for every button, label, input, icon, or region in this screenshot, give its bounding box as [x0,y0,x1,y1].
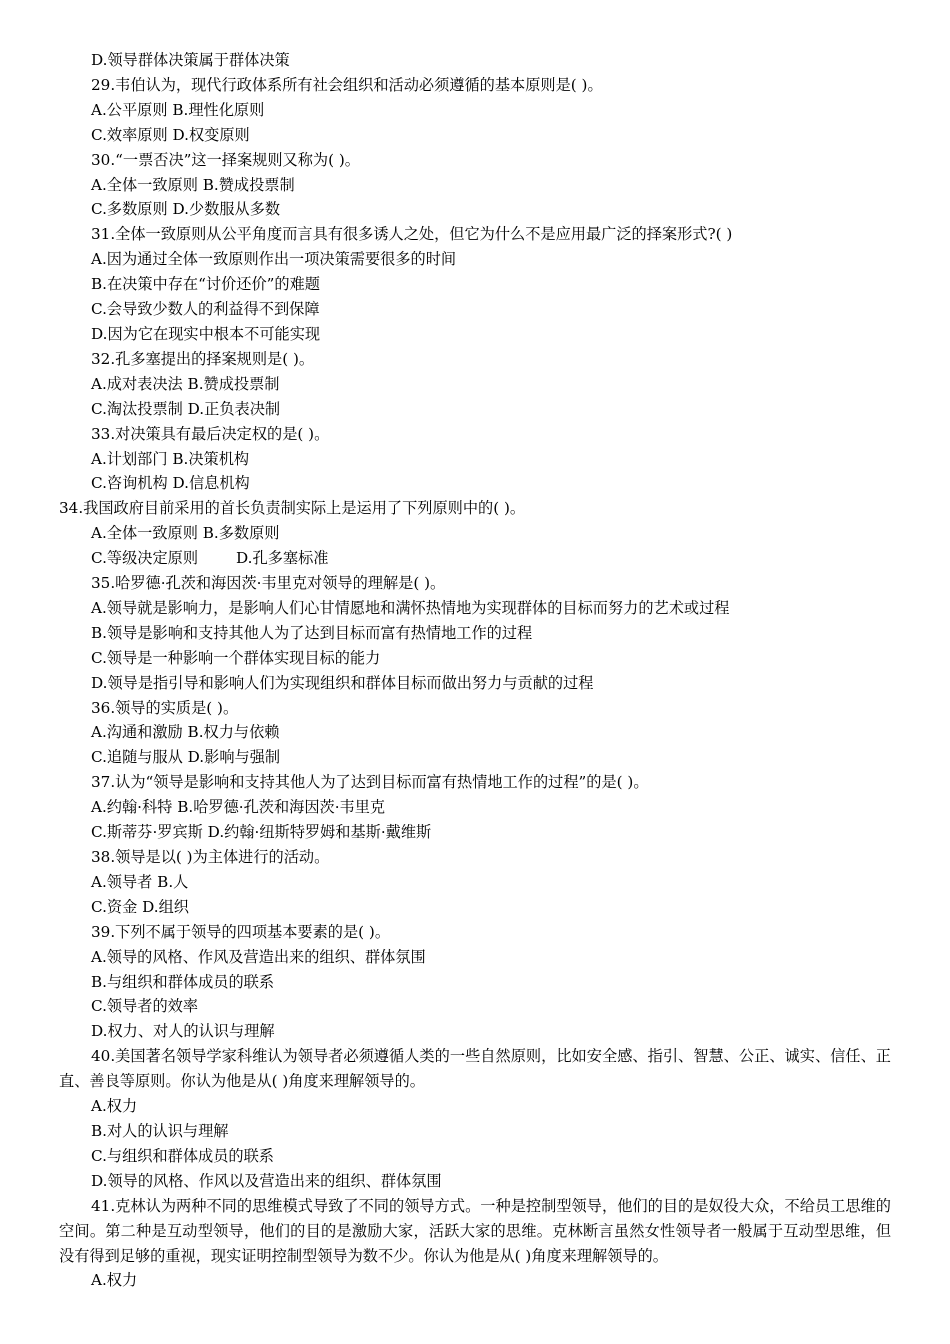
option-line: A.领导的风格、作风及营造出来的组织、群体氛围 [91,947,426,966]
options-line: A.约翰·科特 B.哈罗德·孔茨和海因茨·韦里克 [91,798,386,817]
option-d: D.孔多塞标准 [236,549,329,568]
option-line: B.领导是影响和支持其他人为了达到目标而富有热情地工作的过程 [91,623,533,642]
options-line: C.斯蒂芬·罗宾斯 D.约翰·纽斯特罗姆和基斯·戴维斯 [91,823,432,842]
question-40: 40.美国著名领导学家科维认为领导者必须遵循人类的一些自然原则，比如安全感、指引、智慧、公正、诚实、信任、正直、善良等原则。你认为他是从( )角度来理解领导的。 [59,1047,891,1091]
question-30: 30.“一票否决”这一择案规则又称为( )。 [91,150,360,169]
option-line: A.权力 [91,1271,138,1290]
question-32: 32.孔多塞提出的择案规则是( )。 [91,349,315,368]
option-line: C.会导致少数人的利益得不到保障 [91,300,320,319]
option-c: C.等级决定原则 [91,549,199,568]
options-line: C.追随与服从 D.影响与强制 [91,748,281,767]
options-line: A.计划部门 B.决策机构 [91,449,250,468]
question-39: 39.下列不属于领导的四项基本要素的是( )。 [91,922,391,941]
options-line: C.效率原则 D.权变原则 [91,125,250,144]
question-38: 38.领导是以( )为主体进行的活动。 [91,848,330,866]
options-line: A.全体一致原则 B.多数原则 [91,524,280,543]
options-line: A.领导者 B.人 [91,872,189,891]
option-line: D.领导的风格、作风以及营造出来的组织、群体氛围 [91,1171,442,1190]
option-line: D.因为它在现实中根本不可能实现 [91,324,321,343]
options-line: C.咨询机构 D.信息机构 [91,474,250,493]
document-body [59,48,891,1293]
options-line: A.全体一致原则 B.赞成投票制 [91,175,295,194]
option-line: B.在决策中存在“讨价还价”的难题 [91,275,320,294]
question-35: 35.哈罗德·孔茨和海因茨·韦里克对领导的理解是( )。 [91,574,446,593]
options-line: A.沟通和激励 B.权力与依赖 [91,723,280,742]
option-line: D.权力、对人的认识与理解 [91,1022,275,1041]
options-line: C.资金 D.组织 [91,897,189,916]
options-line: A.成对表决法 B.赞成投票制 [91,374,280,393]
option-line: C.领导是一种影响一个群体实现目标的能力 [91,648,381,667]
question-29: 29.韦伯认为，现代行政体系所有社会组织和活动必须遵循的基本原则是( )。 [91,75,603,94]
option-line: D.领导是指引导和影响人们为实现组织和群体目标而做出努力与贡献的过程 [91,673,594,692]
option-line: A.因为通过全体一致原则作出一项决策需要很多的时间 [91,250,457,269]
question-31: 31.全体一致原则从公平角度而言具有很多诱人之处，但它为什么不是应用最广泛的择案形式?( ) [91,225,733,244]
option-line: B.对人的认识与理解 [91,1121,229,1140]
option-line: C.领导者的效率 [91,997,199,1016]
question-33: 33.对决策具有最后决定权的是( )。 [91,424,330,443]
text-line: D.领导群体决策属于群体决策 [91,51,290,69]
option-line: A.权力 [91,1097,138,1116]
option-line: C.与组织和群体成员的联系 [91,1146,274,1165]
options-line: C.多数原则 D.少数服从多数 [91,200,281,219]
options-line: A.公平原则 B.理性化原则 [91,100,265,119]
options-line: C.淘汰投票制 D.正负表决制 [91,399,281,418]
option-line: B.与组织和群体成员的联系 [91,972,275,991]
question-36: 36.领导的实质是( )。 [91,698,239,717]
question-34: 34.我国政府目前采用的首长负责制实际上是运用了下列原则中的( )。 [59,499,526,518]
option-line: A.领导就是影响力，是影响人们心甘情愿地和满怀热情地为实现群体的目标而努力的艺术或过程 [91,598,730,617]
question-41: 41.克林认为两种不同的思维模式导致了不同的领导方式。一种是控制型领导，他们的目的是奴役大众，不给员工思维的空间。第二种是互动型领导，他们的目的是激励大家，活跃大家的思维。克林断言虽然女性领导者一般属于互动型思维，但没有得到足够的重视，现实证明控制型领导为数不少。你认为他是从( )角度来理解领导的。 [59,1196,891,1265]
options-line [59,546,891,571]
question-37: 37.认为“领导是影响和支持其他人为了达到目标而富有热情地工作的过程”的是( )。 [91,773,649,792]
